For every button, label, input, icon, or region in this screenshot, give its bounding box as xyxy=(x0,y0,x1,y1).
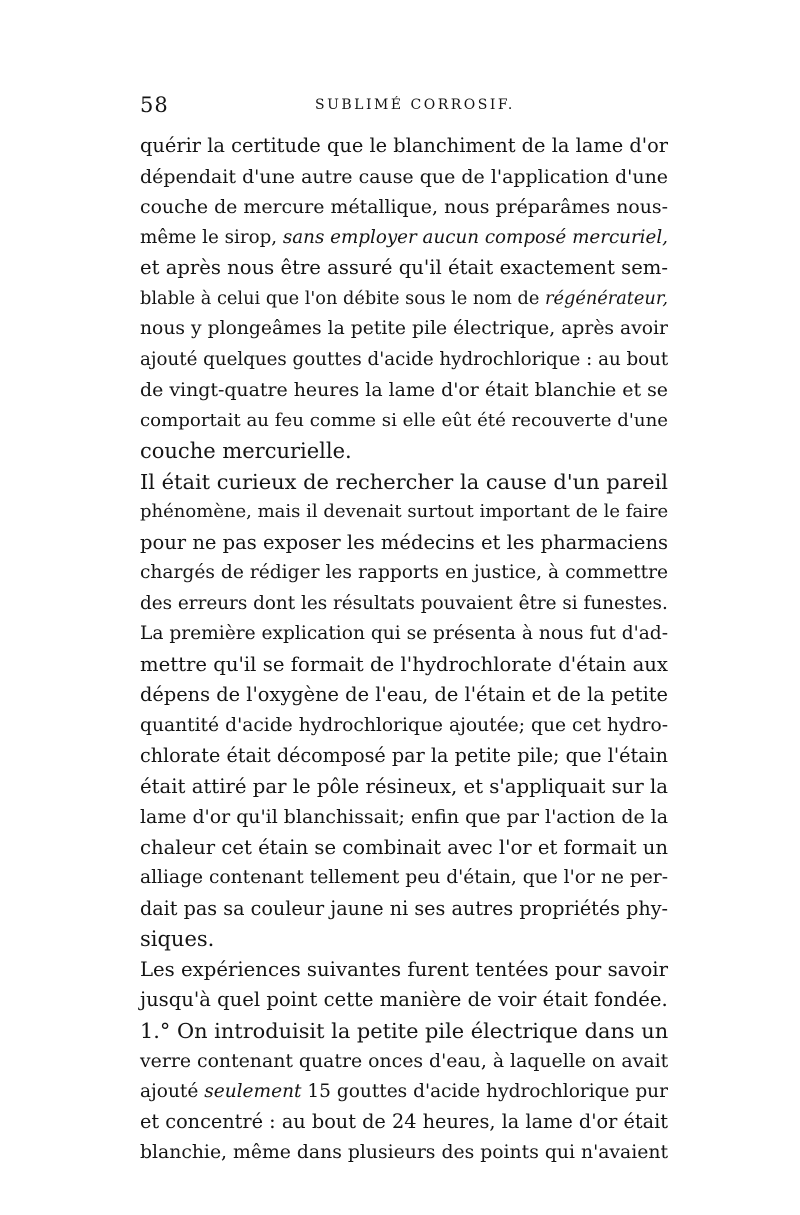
body-text xyxy=(140,131,668,1168)
text-line: ajouté quelques gouttes d'acide hydrochlorique : au bout xyxy=(140,348,669,370)
text-line: comportait au feu comme si elle eût été recouverte d'une xyxy=(140,409,668,431)
italic-text-run: régénérateur, xyxy=(545,288,668,309)
text-line: dait pas sa couleur jaune ni ses autres propriétés phy- xyxy=(140,896,668,920)
text-line: alliage contenant tellement peu d'étain, que l'or ne per- xyxy=(140,867,668,888)
text-line xyxy=(140,1077,668,1108)
text-line: lame d'or qu'il blanchissait; enfin que par l'action de la xyxy=(140,806,668,828)
italic-text-run: sans employer aucun composé mercuriel, xyxy=(282,226,668,248)
text-line: La première explication qui se présenta à nous fut d'ad- xyxy=(140,623,668,644)
text-line: quérir la certitude que le blanchiment de la lame d'or xyxy=(140,134,668,157)
running-head: SUBLIMÉ CORROSIF. xyxy=(315,97,515,113)
italic-text-run: seulement xyxy=(204,1080,302,1102)
text-line: jusqu'à quel point cette manière de voir était fondée. xyxy=(140,988,668,1011)
text-line xyxy=(140,223,668,254)
text-line: phénomène, mais il devenait surtout important de le faire xyxy=(140,501,669,522)
text-line: verre contenant quatre onces d'eau, à laquelle on avait xyxy=(140,1050,669,1072)
text-line: quantité d'acide hydrochlorique ajoutée; que cet hydro- xyxy=(140,714,668,736)
text-run: blable à celui que l'on débite sous le nom de xyxy=(140,288,545,309)
page-number: 58 xyxy=(140,93,169,117)
text-line: nous y plongeâmes la petite pile électrique, après avoir xyxy=(140,318,668,339)
text-line: dépens de l'oxygène de l'eau, de l'étain et de la petite xyxy=(140,683,668,706)
text-line: chaleur cet étain se combinait avec l'or et formait un xyxy=(140,835,668,859)
text-line: des erreurs dont les résultats pouvaient être si funestes. xyxy=(140,592,668,614)
text-line: 1.° On introduisit la petite pile électrique dans un xyxy=(140,1018,669,1043)
text-run: même le sirop, xyxy=(140,226,283,248)
text-line: pour ne pas exposer les médecins et les pharmaciens xyxy=(140,530,669,554)
text-line: Les expériences suivantes furent tentées pour savoir xyxy=(140,957,668,981)
text-line: de vingt-quatre heures la lame d'or était blanchie et se xyxy=(140,379,668,401)
text-line: dépendait d'une autre cause que de l'application d'une xyxy=(140,165,668,188)
text-line: couche de mercure métallique, nous préparâmes nous- xyxy=(140,196,668,218)
text-line: siques. xyxy=(140,927,215,951)
page-header xyxy=(140,93,668,123)
text-line: Il était curieux de rechercher la cause d'un pareil xyxy=(140,469,668,494)
text-line: blanchie, même dans plusieurs des points qui n'avaient xyxy=(140,1141,668,1163)
text-line: chargés de rédiger les rapports en justice, à commettre xyxy=(140,562,668,583)
text-line: couche mercurielle. xyxy=(140,439,352,463)
text-line: et concentré : au bout de 24 heures, la lame d'or était xyxy=(140,1110,668,1133)
text-line: et après nous être assuré qu'il était exactement sem- xyxy=(140,256,668,279)
text-line: mettre qu'il se formait de l'hydrochlorate d'étain aux xyxy=(140,652,668,676)
text-line xyxy=(140,284,668,315)
text-line: chlorate était décomposé par la petite pile; que l'étain xyxy=(140,744,668,767)
text-run: 15 gouttes d'acide hydrochlorique pur xyxy=(301,1080,668,1102)
text-run: ajouté xyxy=(140,1080,205,1102)
text-line: était attiré par le pôle résineux, et s'appliquait sur la xyxy=(140,774,668,798)
